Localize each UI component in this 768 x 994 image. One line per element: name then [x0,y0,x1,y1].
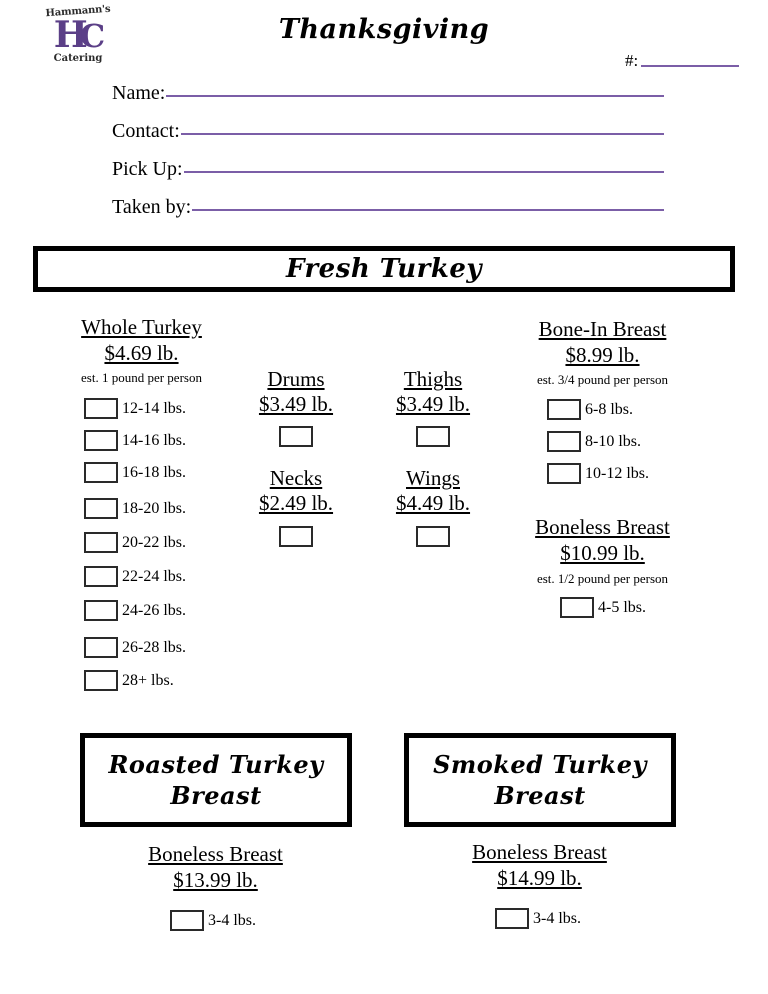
product-price-wings-text: $4.49 lb. [395,491,471,515]
checkbox-roasted-0[interactable] [170,910,204,931]
product-price-boneless-breast-fresh [505,541,700,566]
product-title-whole-turkey-text: Whole Turkey [81,315,202,339]
product-price-drums [236,392,356,417]
product-title-bone-in-breast [505,317,700,342]
checkbox-row-whole-turkey-6[interactable] [84,600,186,621]
checkbox-whole-turkey-4[interactable] [84,532,118,553]
checkbox-necks[interactable] [279,526,313,547]
roasted-banner-line2: Breast [170,781,262,810]
product-title-drums [236,367,356,392]
field-label-taken-by: Taken by: [112,196,192,218]
product-price-necks [236,491,356,516]
order-number-label: #: [625,51,639,70]
checkbox-row-whole-turkey-8[interactable] [84,670,174,691]
checkbox-row-roasted-0[interactable] [170,910,256,931]
checkbox-whole-turkey-6[interactable] [84,600,118,621]
product-title-thighs [373,367,493,392]
checkbox-label-whole-turkey-1: 14-16 lbs. [122,431,186,449]
section-banner-roasted-turkey-breast [80,733,352,827]
checkbox-label-whole-turkey-0: 12-14 lbs. [122,399,186,417]
section-banner-fresh-turkey [33,246,735,292]
checkbox-row-smoked-0[interactable] [495,908,581,929]
product-price-bone-in-breast-text: $8.99 lb. [565,343,640,367]
checkbox-label-whole-turkey-4: 20-22 lbs. [122,533,186,551]
checkbox-label-whole-turkey-3: 18-20 lbs. [122,499,186,517]
product-price-drums-text: $3.49 lb. [258,392,334,416]
product-title-necks-text: Necks [269,466,323,490]
product-title-roasted-boneless-breast-text: Boneless Breast [148,842,283,866]
field-rule-contact[interactable] [181,133,664,135]
checkbox-row-whole-turkey-5[interactable] [84,566,186,587]
checkbox-label-roasted-0: 3-4 lbs. [208,911,256,929]
checkbox-whole-turkey-8[interactable] [84,670,118,691]
product-title-boneless-breast-fresh-text: Boneless Breast [535,515,670,539]
product-price-smoked-boneless-breast-text: $14.99 lb. [497,866,582,890]
checkbox-bone-in-breast-0[interactable] [547,399,581,420]
roasted-banner-line1: Roasted Turkey [108,750,324,779]
product-price-smoked-boneless-breast [442,866,637,891]
product-price-wings [373,491,493,516]
field-row-contact[interactable] [112,120,664,142]
order-number-rule[interactable] [641,65,739,67]
checkbox-label-bone-in-breast-1: 8-10 lbs. [585,432,641,450]
checkbox-row-whole-turkey-2[interactable] [84,462,186,483]
checkbox-smoked-0[interactable] [495,908,529,929]
checkbox-label-whole-turkey-6: 24-26 lbs. [122,601,186,619]
checkbox-label-smoked-0: 3-4 lbs. [533,909,581,927]
field-row-name[interactable] [112,82,664,104]
field-rule-pickup[interactable] [184,171,664,173]
product-title-drums-text: Drums [267,367,325,391]
checkbox-whole-turkey-5[interactable] [84,566,118,587]
field-rule-taken-by[interactable] [192,209,664,211]
checkbox-row-bone-in-breast-1[interactable] [547,431,641,452]
product-price-thighs [373,392,493,417]
smoked-banner-line1: Smoked Turkey [433,750,647,779]
product-title-smoked-boneless-breast [442,840,637,865]
checkbox-row-whole-turkey-1[interactable] [84,430,186,451]
checkbox-row-boneless-breast-fresh-0[interactable] [560,597,646,618]
page-title: Thanksgiving [278,14,490,45]
product-title-wings-text: Wings [406,466,460,490]
field-label-name: Name: [112,82,166,104]
logo-catering-text: Catering [53,53,103,64]
checkbox-row-whole-turkey-4[interactable] [84,532,186,553]
logo-monogram-h: H [53,14,85,56]
logo-monogram-c: C [79,17,103,55]
logo-brand-name: Hammann's [45,3,111,20]
product-title-boneless-breast-fresh [505,515,700,540]
checkbox-label-whole-turkey-8: 28+ lbs. [122,671,174,689]
product-title-thighs-text: Thighs [403,367,463,391]
product-price-roasted-boneless-breast [118,868,313,893]
checkbox-bone-in-breast-2[interactable] [547,463,581,484]
smoked-banner-line2: Breast [494,781,586,810]
checkbox-whole-turkey-1[interactable] [84,430,118,451]
section-banner-smoked-turkey-breast-label [433,749,647,811]
field-label-pickup: Pick Up: [112,158,183,180]
checkbox-row-bone-in-breast-2[interactable] [547,463,649,484]
field-rule-name[interactable] [166,95,664,97]
checkbox-row-whole-turkey-7[interactable] [84,637,186,658]
checkbox-whole-turkey-2[interactable] [84,462,118,483]
checkbox-label-bone-in-breast-2: 10-12 lbs. [585,464,649,482]
field-label-contact: Contact: [112,120,180,142]
product-note-boneless-breast-fresh: est. 1/2 pound per person [536,571,669,586]
field-row-taken-by[interactable] [112,196,664,218]
checkbox-boneless-breast-fresh-0[interactable] [560,597,594,618]
checkbox-drums[interactable] [279,426,313,447]
product-price-boneless-breast-fresh-text: $10.99 lb. [560,541,645,565]
checkbox-label-bone-in-breast-0: 6-8 lbs. [585,400,633,418]
checkbox-thighs[interactable] [416,426,450,447]
field-row-pickup[interactable] [112,158,664,180]
product-title-smoked-boneless-breast-text: Boneless Breast [472,840,607,864]
product-note-bone-in-breast: est. 3/4 pound per person [536,372,669,387]
product-note-whole-turkey: est. 1 pound per person [81,370,202,385]
checkbox-label-whole-turkey-5: 22-24 lbs. [122,567,186,585]
checkbox-label-whole-turkey-7: 26-28 lbs. [122,638,186,656]
product-title-bone-in-breast-text: Bone-In Breast [538,317,667,341]
checkbox-label-boneless-breast-fresh-0: 4-5 lbs. [598,598,646,616]
product-title-whole-turkey [44,315,239,340]
checkbox-whole-turkey-7[interactable] [84,637,118,658]
section-banner-smoked-turkey-breast [404,733,676,827]
checkbox-wings[interactable] [416,526,450,547]
product-price-whole-turkey [44,341,239,366]
product-price-bone-in-breast [505,343,700,368]
section-banner-roasted-turkey-breast-label [108,749,323,811]
checkbox-whole-turkey-0[interactable] [84,398,118,419]
checkbox-whole-turkey-3[interactable] [84,498,118,519]
section-banner-fresh-turkey-label: Fresh Turkey [285,254,483,284]
checkbox-label-whole-turkey-2: 16-18 lbs. [122,463,186,481]
product-title-wings [373,466,493,491]
checkbox-row-bone-in-breast-0[interactable] [547,399,633,420]
product-price-thighs-text: $3.49 lb. [395,392,471,416]
product-price-necks-text: $2.49 lb. [258,491,334,515]
order-number-field[interactable] [625,52,739,69]
product-price-whole-turkey-text: $4.69 lb. [104,341,179,365]
checkbox-row-whole-turkey-3[interactable] [84,498,186,519]
product-price-roasted-boneless-breast-text: $13.99 lb. [173,868,258,892]
checkbox-bone-in-breast-1[interactable] [547,431,581,452]
checkbox-row-whole-turkey-0[interactable] [84,398,186,419]
product-title-necks [236,466,356,491]
product-title-roasted-boneless-breast [118,842,313,867]
